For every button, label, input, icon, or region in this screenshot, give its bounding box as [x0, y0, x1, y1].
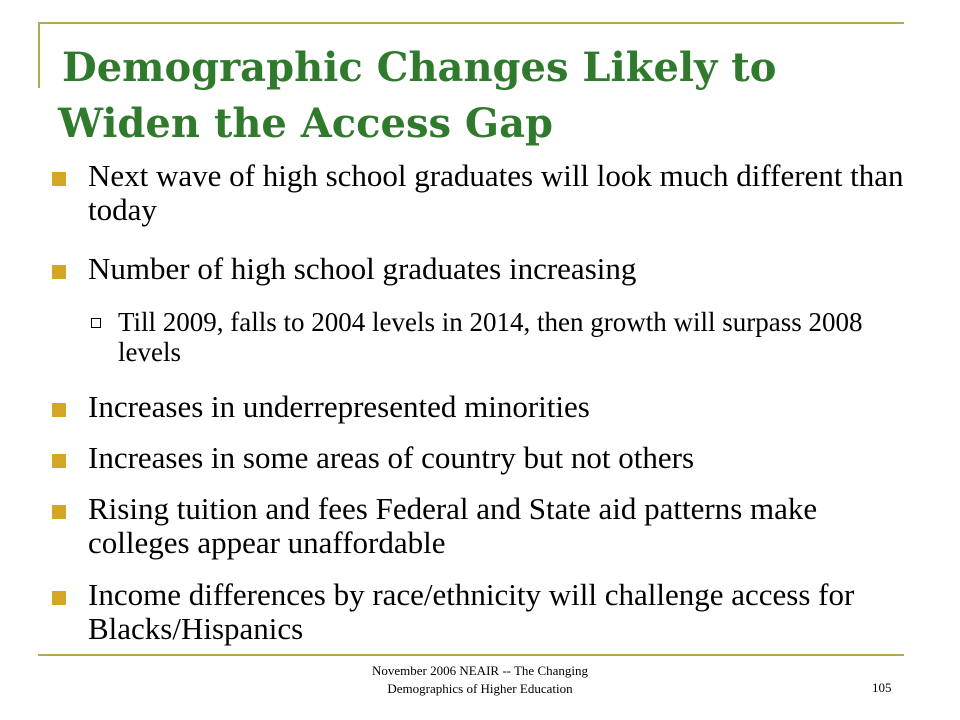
slide-footer [330, 662, 630, 698]
bullet-item: Increases in underrepresented minorities [88, 389, 590, 424]
bullet-marker-icon [52, 505, 66, 519]
bullet-marker-icon [52, 591, 66, 605]
page-number: 105 [872, 680, 892, 695]
bullet-marker-icon [52, 265, 66, 279]
bullet-item: Income differences by race/ethnicity will challenge access for Blacks/Hispanics [88, 577, 855, 646]
frame-bottom-line [38, 654, 904, 656]
title-line-1: Demographic Changes Likely to [62, 44, 777, 91]
bullet-item: Next wave of high school graduates will look much different than today [88, 158, 904, 227]
sub-bullet-marker-icon [91, 318, 101, 328]
bullet-marker-icon [52, 454, 66, 468]
title-line-2: Widen the Access Gap [58, 100, 553, 147]
footer-line-2: Demographics of Higher Education [387, 681, 573, 696]
bullet-item: Increases in some areas of country but not others [88, 440, 695, 475]
bullet-marker-icon [52, 403, 66, 417]
footer-line-1: November 2006 NEAIR -- The Changing [371, 663, 589, 678]
sub-bullet-item: Till 2009, falls to 2004 levels in 2014, then growth will surpass 2008 levels [118, 307, 863, 367]
bullet-item: Rising tuition and fees Federal and State aid patterns make colleges appear unaffordable [88, 491, 818, 560]
bullet-item: Number of high school graduates increasing [88, 251, 637, 286]
bullet-marker-icon [52, 172, 66, 186]
